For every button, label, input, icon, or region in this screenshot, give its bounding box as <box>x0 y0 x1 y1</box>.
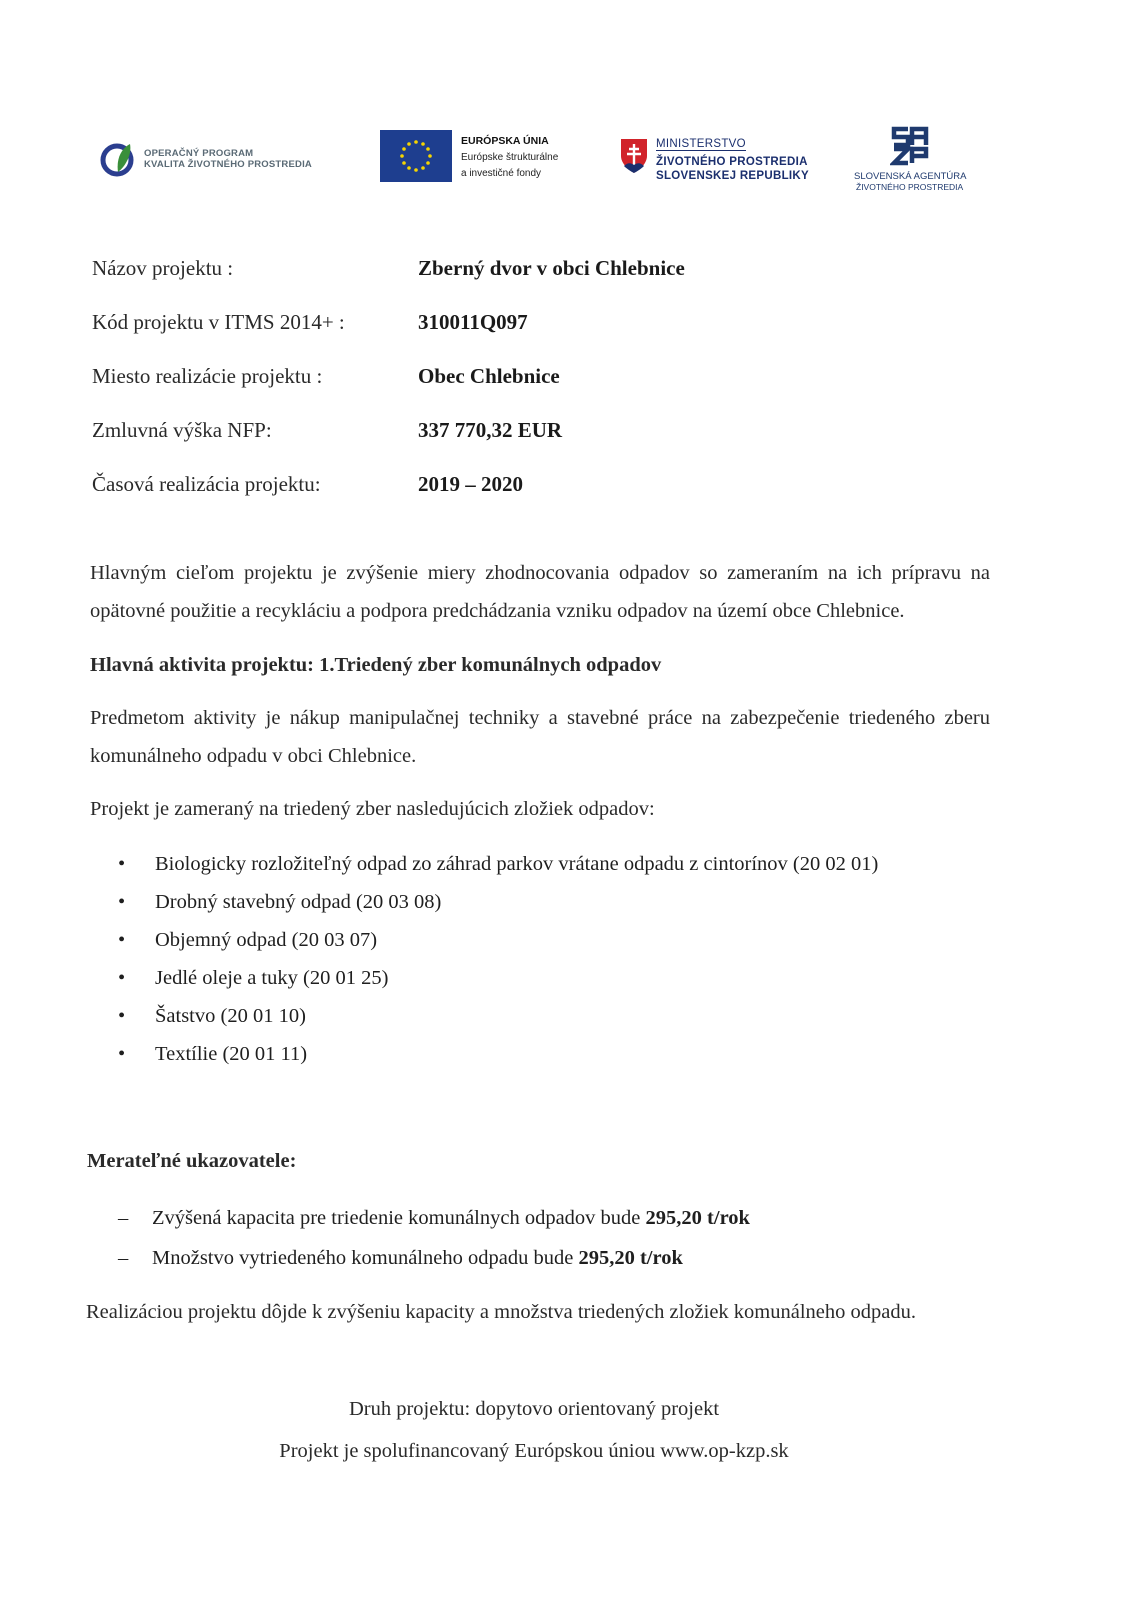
slovak-coat-of-arms-icon <box>620 138 648 174</box>
bullet-icon: • <box>118 853 126 875</box>
main-activity-label: Hlavná aktivita projektu: <box>90 654 314 676</box>
main-activity-line <box>90 646 990 684</box>
ministry-line3: SLOVENSKEJ REPUBLIKY <box>656 170 809 182</box>
cofinance-line: Projekt je spolufinancovaný Európskou úniou www.op-kzp.sk <box>279 1440 789 1462</box>
sazp-logo <box>850 125 980 195</box>
eu-line2: Európske štrukturálne <box>461 152 559 163</box>
info-row-place <box>92 364 1012 418</box>
info-row-name <box>92 256 1012 310</box>
dash-icon: – <box>118 1207 129 1229</box>
bullet-icon: • <box>118 967 126 989</box>
logo-bar <box>0 120 1128 210</box>
goal-paragraph: Hlavným cieľom projektu je zvýšenie miery zhodnocovania odpadov so zameraním na ich prípravu na opätovné použitie a recykláciu a podpora predchádzania vzniku odpadov na území obce Chlebnice. <box>90 562 990 622</box>
bullet-icon: • <box>118 891 126 913</box>
focus-paragraph: Projekt je zameraný na triedený zber nasledujúcich zložiek odpadov: <box>90 798 655 820</box>
bullet-icon: • <box>118 1043 126 1065</box>
eu-flag-icon <box>380 130 452 182</box>
activity-paragraph: Predmetom aktivity je nákup manipulačnej techniky a stavebné práce na zabezpečenie triedeného zberu komunálneho odpadu v obci Chlebnice. <box>90 707 990 767</box>
indicators-title: Merateľné ukazovatele: <box>87 1150 297 1172</box>
eu-line1: EURÓPSKA ÚNIA <box>461 135 549 147</box>
info-value: 337 770,32 EUR <box>418 418 563 442</box>
info-label: Zmluvná výška NFP: <box>92 418 272 442</box>
info-value: Obec Chlebnice <box>418 364 560 388</box>
indicator-text: Množstvo vytriedeného komunálneho odpadu bude <box>152 1247 579 1269</box>
sazp-mark-icon <box>890 125 930 167</box>
bullet-icon: • <box>118 1005 126 1027</box>
sazp-line1: SLOVENSKÁ AGENTÚRA <box>854 171 967 182</box>
op-kzp-line2: KVALITA ŽIVOTNÉHO PROSTREDIA <box>144 159 312 170</box>
indicator-value: 295,20 t/rok <box>645 1207 750 1229</box>
project-type: Druh projektu: dopytovo orientovaný projekt <box>348 1398 720 1420</box>
eu-logo <box>380 130 600 190</box>
project-info-table <box>92 256 1012 526</box>
sazp-line2: ŽIVOTNÉHO PROSTREDIA <box>856 182 964 192</box>
info-label: Miesto realizácie projektu : <box>92 364 323 388</box>
eu-line3: a investičné fondy <box>461 168 542 179</box>
main-activity-value: 1.Triedený zber komunálnych odpadov <box>319 654 662 676</box>
bullet-icon: • <box>118 929 126 951</box>
ministry-line2: ŽIVOTNÉHO PROSTREDIA <box>656 156 808 168</box>
info-value: Zberný dvor v obci Chlebnice <box>418 256 685 280</box>
info-value: 310011Q097 <box>418 310 528 334</box>
info-row-amount <box>92 418 1012 472</box>
info-label: Časová realizácia projektu: <box>92 472 321 496</box>
info-value: 2019 – 2020 <box>418 472 523 496</box>
info-label: Názov projektu : <box>92 256 234 280</box>
result-paragraph: Realizáciou projektu dôjde k zvýšeniu kapacity a množstva triedených zložiek komunálneho odpadu. <box>86 1301 916 1323</box>
info-row-code <box>92 310 1012 364</box>
ministry-logo <box>620 138 830 188</box>
indicator-text: Zvýšená kapacita pre triedenie komunálnych odpadov bude <box>152 1207 646 1229</box>
info-label: Kód projektu v ITMS 2014+ : <box>92 310 345 334</box>
info-row-period <box>92 472 1012 526</box>
dash-icon: – <box>118 1247 129 1269</box>
op-kzp-logo <box>100 140 350 190</box>
op-kzp-leaf-icon <box>100 140 138 182</box>
ministry-line1: MINISTERSTVO <box>656 138 746 150</box>
indicator-value: 295,20 t/rok <box>578 1247 683 1269</box>
op-kzp-line1: OPERAČNÝ PROGRAM <box>144 148 254 159</box>
